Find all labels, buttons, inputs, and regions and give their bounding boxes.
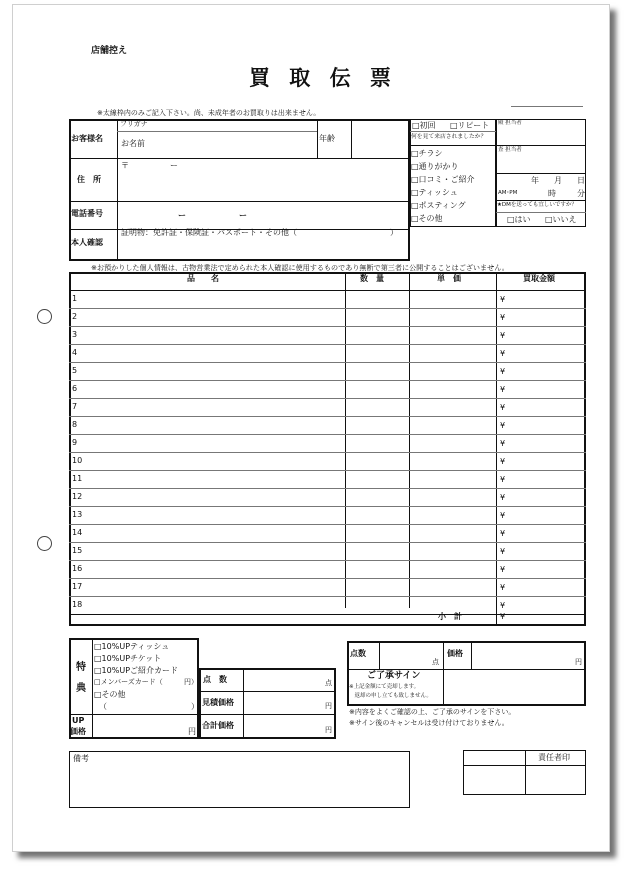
item-row-number: 2 [72,312,78,321]
item-row-field[interactable] [83,399,343,415]
phone-label: 電話番号 [71,209,103,218]
item-row-number: 1 [72,294,78,303]
privacy-note: ※お預かりした個人情報は、古物営業法で定められた本人確認に使用するものであり無断で第三者に公開することはございません。 [91,263,509,272]
first-time-checkbox[interactable]: □初回 [412,121,436,130]
signature-note-1: ※内容をよくご確認の上、ご了承のサインを下さい。 [349,708,516,716]
item-row-number: 18 [72,600,83,609]
inspector-label: 査 担当者 [498,147,522,153]
item-row-yen: ¥ [500,529,506,538]
count-label: 点 数 [203,675,227,684]
item-row-number: 15 [72,546,83,555]
item-row-yen: ¥ [500,457,506,466]
customer-name-label: お客様名 [71,134,103,143]
item-row-field[interactable] [83,525,343,541]
total-price-label: 合計価格 [202,721,234,730]
item-row-field[interactable] [83,579,343,595]
item-row-yen: ¥ [500,331,506,340]
repeat-checkbox[interactable]: □リピート [450,121,490,130]
bonus-option[interactable]: □その他 [94,690,126,699]
signature-field[interactable] [444,670,584,705]
phone-field[interactable] [118,202,408,228]
postal-dash: ー [170,161,178,170]
entry-note: ※太線枠内のみご記入下さい。尚、未成年者のお買取りは出来ません。 [97,109,321,117]
signature-price-unit: 円 [575,658,582,666]
estimate-price-label: 見積価格 [202,698,234,707]
purchase-amount-header: 買取金額 [523,274,555,283]
survey-option[interactable]: □ティッシュ [411,188,458,197]
bonus-option[interactable]: □10%UPご紹介カード [94,666,179,675]
item-row-yen: ¥ [500,547,506,556]
item-row-field[interactable] [83,597,343,613]
item-row-number: 9 [72,438,78,447]
item-row-yen: ¥ [500,565,506,574]
item-row-field[interactable] [83,345,343,361]
survey-option[interactable]: □ポスティング [411,201,466,210]
up-price-label-2: 価格 [70,727,86,736]
age-field[interactable] [352,120,408,157]
hour-label: 時 [548,189,556,198]
binder-hole-bottom [37,536,52,551]
id-document-text: 証明物：免許証・保険証・パスポート・その他（ [121,228,297,237]
name-field[interactable] [157,132,315,156]
item-row-field[interactable] [83,327,343,343]
item-row-number: 11 [72,474,83,483]
month-label: 月 [554,176,562,185]
item-row-field[interactable] [83,561,343,577]
signature-count-label: 点数 [350,649,366,658]
phone-dash-1: ー [178,211,186,220]
id-document-close: ） [390,228,398,237]
item-row-number: 8 [72,420,78,429]
item-row-yen: ¥ [500,511,506,520]
store-copy-label: 店舗控え [91,46,128,56]
address-label: 住 所 [77,175,101,184]
survey-option[interactable]: □通りがかり [411,162,459,171]
item-row-number: 4 [72,348,78,357]
item-row-field[interactable] [83,363,343,379]
ampm-label: AM･PM [498,190,518,196]
postal-mark: 〒 [121,161,129,170]
other-paren-open: （ [99,702,107,711]
item-row-yen: ¥ [500,367,506,376]
minute-label: 分 [577,189,585,198]
item-row-yen: ¥ [500,601,506,610]
quantity-header: 数 量 [360,274,384,283]
day-label: 日 [577,176,585,185]
total-unit: 円 [325,726,332,734]
bonus-option[interactable]: □10%UPチケット [94,654,162,663]
remarks-label: 備考 [73,754,89,763]
item-row-number: 6 [72,384,78,393]
count-unit: 点 [325,679,332,687]
item-row-number: 3 [72,330,78,339]
name-sub-label: お名前 [121,139,145,148]
item-row-field[interactable] [83,417,343,433]
item-row-yen: ¥ [500,295,506,304]
signature-count-unit: 点 [432,658,439,666]
item-row-field[interactable] [83,309,343,325]
furigana-label: フリガナ [120,120,148,128]
item-row-field[interactable] [83,291,343,307]
item-row-number: 5 [72,366,78,375]
item-row-yen: ¥ [500,583,506,592]
unit-price-header: 単 価 [437,274,461,283]
page-title: 買 取 伝 票 [249,66,397,90]
item-row-field[interactable] [83,453,343,469]
binder-hole-top [37,309,52,324]
up-price-label-1: UP [72,716,85,725]
item-row-number: 14 [72,528,83,537]
item-row-field[interactable] [83,507,343,523]
item-row-field[interactable] [83,471,343,487]
item-row-field[interactable] [83,489,343,505]
item-row-yen: ¥ [500,475,506,484]
member-card-suffix: 円） [184,678,198,686]
survey-option[interactable]: □チラシ [411,149,443,158]
dm-yes-checkbox[interactable]: □はい [507,215,531,224]
item-row-yen: ¥ [500,403,506,412]
up-price-unit: 円 [188,727,196,736]
item-row-yen: ¥ [500,349,506,358]
bonus-label-1: 特 [76,662,86,673]
item-row-yen: ¥ [500,439,506,448]
survey-option[interactable]: □口コミ・ご紹介 [411,175,475,184]
purchase-slip-page [12,4,610,852]
item-row-number: 13 [72,510,83,519]
dm-question: ★DMを送っても宜しいですか？ [497,202,577,208]
consent-note-2: 返却の申し立ても致しません。 [349,693,432,699]
item-row-field[interactable] [83,381,343,397]
age-label: 年齢 [319,134,335,143]
item-row-yen: ¥ [500,421,506,430]
estimate-unit: 円 [325,702,332,710]
item-name-header: 品 名 [187,274,219,283]
item-row-yen: ¥ [500,493,506,502]
bonus-option[interactable]: □10%UPティッシュ [94,642,170,651]
consent-note-1: ※上記金額にて売却します。 [349,684,420,690]
clerk-label: 殿 担当者 [498,120,522,126]
id-check-label: 本人確認 [71,238,103,247]
subtotal-label: 小 計 [438,612,462,621]
item-row-yen: ¥ [500,385,506,394]
bonus-label-2: 典 [76,683,86,694]
subtotal-yen: ¥ [500,612,506,621]
item-row-field[interactable] [83,543,343,559]
slip-number-line [511,106,583,107]
bonus-option[interactable]: □メンバーズカード（ [94,678,163,686]
manager-seal-label: 責任者印 [538,753,570,762]
item-row-number: 12 [72,492,83,501]
dm-no-checkbox[interactable]: □いいえ [545,215,577,224]
phone-dash-2: ー [239,211,247,220]
address-field[interactable] [118,159,408,200]
item-row-number: 7 [72,402,78,411]
signature-price-label: 価格 [447,649,463,658]
item-row-number: 10 [72,456,83,465]
item-row-yen: ¥ [500,313,506,322]
survey-option[interactable]: □その他 [411,214,443,223]
signature-note-2: ※サイン後のキャンセルは受け付けておりません。 [349,719,509,727]
remarks-box[interactable] [69,751,410,808]
consent-sign-title: ご了承サイン [367,671,421,681]
other-paren-close: ） [191,702,199,711]
item-row-number: 17 [72,582,83,591]
year-label: 年 [531,176,539,185]
item-row-field[interactable] [83,435,343,451]
item-row-number: 16 [72,564,83,573]
survey-question: 何を見て来店されましたか？ [411,134,487,140]
